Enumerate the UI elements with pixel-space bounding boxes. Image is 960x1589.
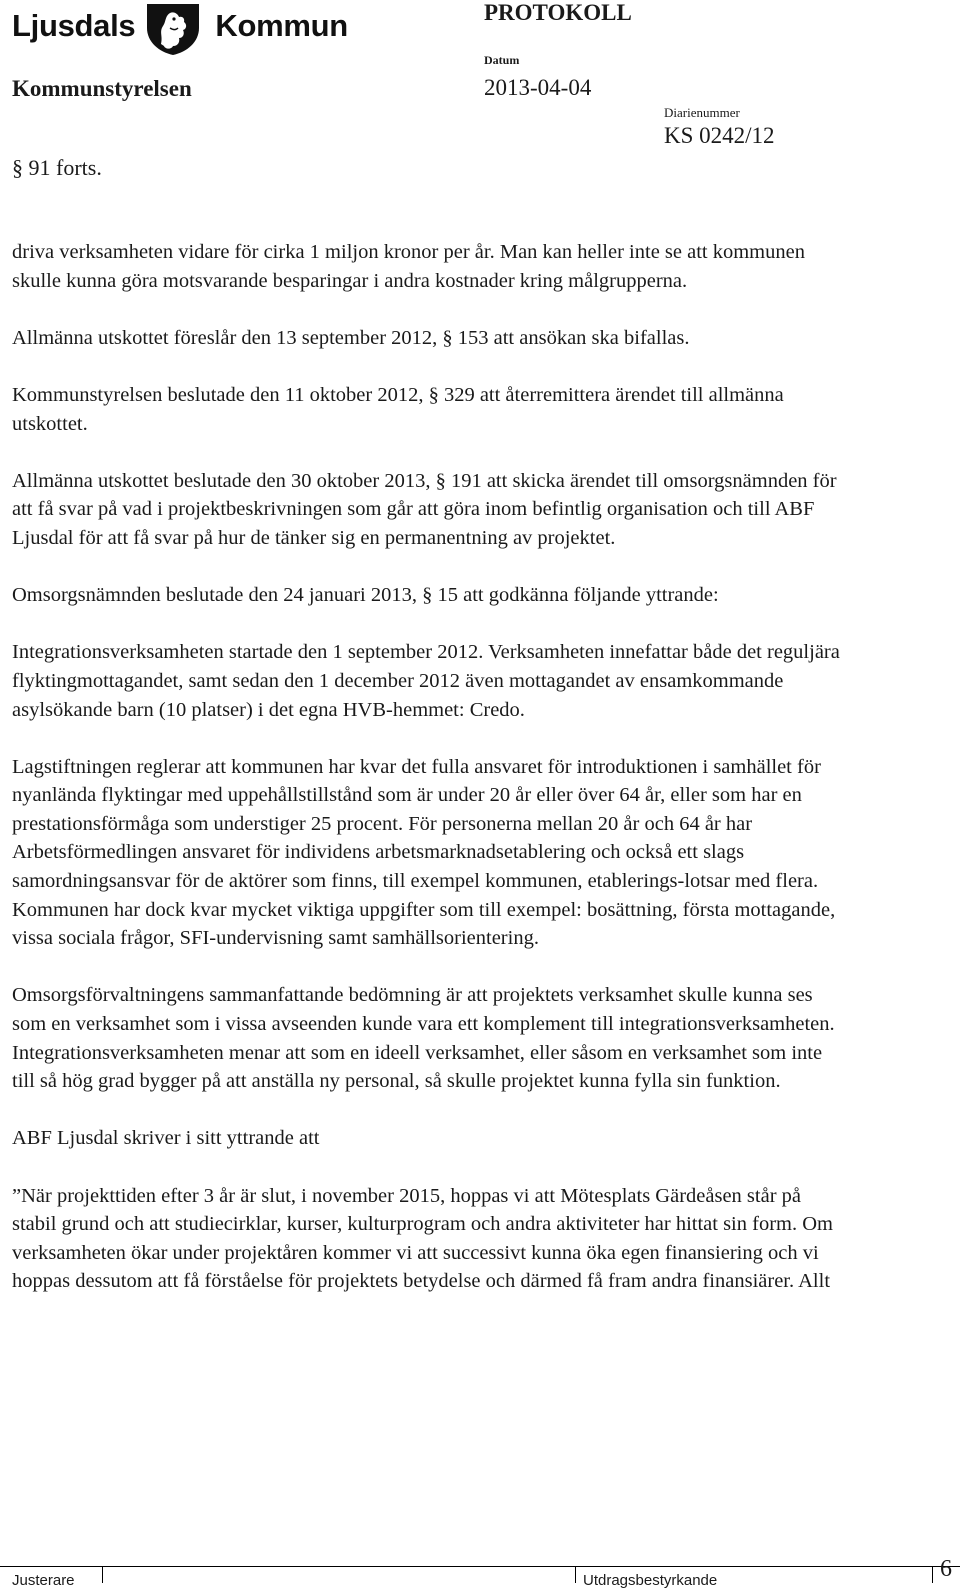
paragraph: Integrationsverksamheten startade den 1 september 2012. Verksamheten innefattar både det reguljära flyktingmottagandet, samt sedan den 1 december 2012 även mottagandet av ensamkommande asylsökande barn (10 platser) i det egna HVB-hemmet: Credo. <box>12 641 840 721</box>
document-body <box>12 238 842 1325</box>
paragraph: Kommunstyrelsen beslutade den 11 oktober 2012, § 329 att återremittera ärendet till allmänna utskottet. <box>12 383 784 435</box>
date-label: Datum <box>484 53 520 67</box>
utdragsbestyrkande-label: Utdragsbestyrkande <box>583 1572 718 1589</box>
footer-box-divider <box>932 1566 933 1583</box>
logo-word-kommun: Kommun <box>215 8 348 43</box>
paragraph: ”När projekttiden efter 3 år är slut, i november 2015, hoppas vi att Mötesplats Gärdeåsen står på stabil grund och att studiecirklar, kurser, kulturprogram och andra aktiviteter har hittat sin form. Om verksamheten ökar under projektåren kommer vi att successivt kunna öka egen finansiering och vi hoppas dessutom att få förståelse för projektets betydelse och därmed få fram andra finansiärer. Allt <box>12 1184 833 1293</box>
page-number: 6 <box>940 1556 952 1582</box>
justerare-label: Justerare <box>12 1572 75 1589</box>
date-value: 2013-04-04 <box>484 75 592 100</box>
footer-box-divider <box>575 1566 576 1583</box>
document-type: PROTOKOLL <box>484 0 632 25</box>
diarienummer-label: Diarienummer <box>664 105 740 120</box>
municipality-logo <box>12 4 348 56</box>
paragraph: ABF Ljusdal skriver i sitt yttrande att <box>12 1127 320 1150</box>
paragraph: Allmänna utskottet föreslår den 13 september 2012, § 153 att ansökan ska bifallas. <box>12 326 690 349</box>
logo-word-ljusdals: Ljusdals <box>12 8 136 43</box>
paragraph: Allmänna utskottet beslutade den 30 oktober 2013, § 191 att skicka ärendet till omsorgsnämnden för att få svar på vad i projektbeskrivningen som går att göra inom befintlig organisation och till ABF Ljusdal för att få svar på hur de tänker sig en permanentning av projektet. <box>12 469 837 549</box>
paragraph: Lagstiftningen reglerar att kommunen har kvar det fulla ansvaret för introduktionen i samhället för nyanlända flyktingar med uppehållstillstånd som är under 20 år eller över 64 år, eller som har en prestationsförmåga som understiger 25 procent. För personerna mellan 20 år och 64 år har Arbetsförmedlingen ansvaret för individens arbetsmarknadsetablering och också ett slags samordningsansvar för de aktörer som finns, till exempel kommunen, etablerings-lotsar med flera. Kommunen har dock kvar mycket viktiga uppgifter som till exempel: bosättning, första mottagande, vissa sociala frågor, SFI-undervisning samt samhällsorientering. <box>12 755 836 950</box>
footer-box-divider <box>102 1566 103 1583</box>
diarienummer-value: KS 0242/12 <box>664 123 775 148</box>
section-title: § 91 forts. <box>12 155 102 180</box>
lion-crest-icon <box>143 2 203 56</box>
paragraph: Omsorgsförvaltningens sammanfattande bedömning är att projektets verksamhet skulle kunna ses som en verksamhet som i vissa avseenden kunde vara ett komplement till integrationsverksamheten. Integrationsverksamheten menar att som en ideell verksamhet, eller såsom en verksamhet som inte till så hög grad bygger på att anställa ny personal, så skulle projektet kunna fylla sin funktion. <box>12 984 835 1093</box>
footer-divider <box>0 1566 960 1567</box>
organization-name: Kommunstyrelsen <box>12 76 192 101</box>
paragraph: Omsorgsnämnden beslutade den 24 januari 2013, § 15 att godkänna följande yttrande: <box>12 584 719 607</box>
paragraph: driva verksamheten vidare för cirka 1 miljon kronor per år. Man kan heller inte se att kommunen skulle kunna göra motsvarande besparingar i andra kostnader kring målgrupperna. <box>12 241 805 292</box>
document-header <box>0 0 960 150</box>
